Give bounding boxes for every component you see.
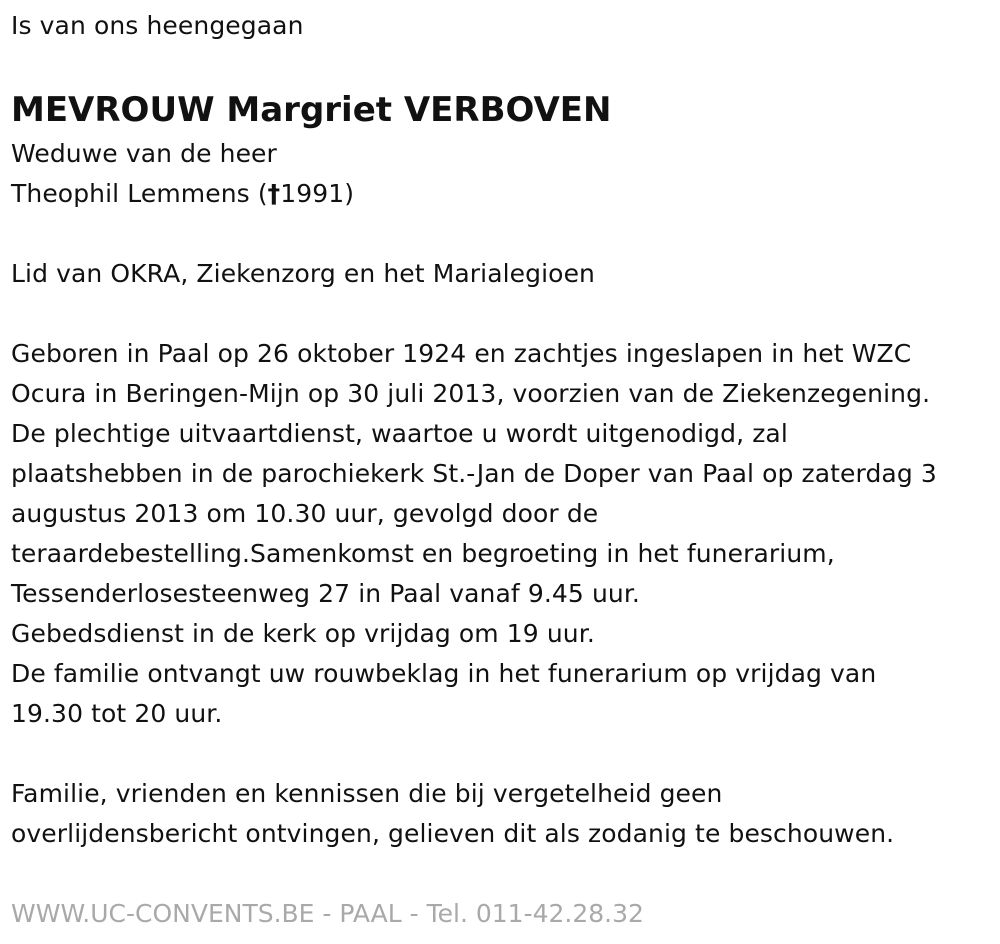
body-line: Geboren in Paal op 26 oktober 1924 en zachtjes ingeslapen in het WZC	[11, 339, 912, 368]
obituary-notice	[11, 0, 996, 854]
spacer	[11, 294, 996, 334]
body-line: De familie ontvangt uw rouwbeklag in het funerarium op vrijdag van	[11, 659, 877, 688]
body-line: De plechtige uitvaartdienst, waartoe u wordt uitgenodigd, zal	[11, 419, 788, 448]
body-line: augustus 2013 om 10.30 uur, gevolgd door de	[11, 499, 599, 528]
footer-contact: WWW.UC-CONVENTS.BE - PAAL - Tel. 011-42.28.32	[11, 899, 644, 928]
body-line: teraardebestelling.Samenkomst en begroeting in het funerarium,	[11, 539, 835, 568]
closing-paragraph	[11, 774, 996, 854]
spouse-name-line	[11, 174, 996, 214]
spouse-name: Theophil Lemmens (	[11, 179, 268, 208]
body-line: Gebedsdienst in de kerk op vrijdag om 19 uur.	[11, 619, 595, 648]
closing-line: Familie, vrienden en kennissen die bij vergetelheid geen	[11, 779, 723, 808]
body-paragraph	[11, 334, 996, 734]
cross-icon: †	[267, 179, 281, 208]
membership-text: Lid van OKRA, Ziekenzorg en het Marialegioen	[11, 259, 596, 288]
deceased-name: MEVROUW Margriet VERBOVEN	[11, 90, 612, 130]
spacer	[11, 734, 996, 774]
closing-line: overlijdensbericht ontvingen, gelieven dit als zodanig te beschouwen.	[11, 819, 895, 848]
body-line: 19.30 tot 20 uur.	[11, 699, 223, 728]
intro-text: Is van ons heengegaan	[11, 11, 304, 40]
spouse-line: Weduwe van de heer	[11, 139, 277, 168]
body-line: Tessenderlosesteenweg 27 in Paal vanaf 9.45 uur.	[11, 579, 640, 608]
body-line: plaatshebben in de parochiekerk St.-Jan de Doper van Paal op zaterdag 3	[11, 459, 937, 488]
spacer	[11, 214, 996, 254]
body-line: Ocura in Beringen-Mijn op 30 juli 2013, voorzien van de Ziekenzegening.	[11, 379, 931, 408]
spouse-death-year: 1991)	[280, 179, 355, 208]
